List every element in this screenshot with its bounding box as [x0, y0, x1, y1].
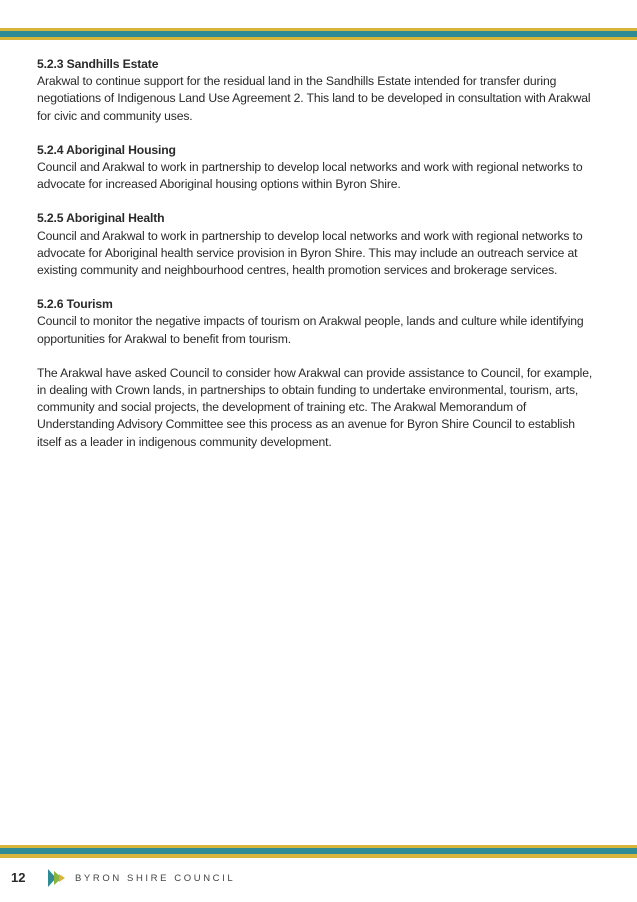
byron-shire-logo-icon	[46, 867, 66, 889]
section-heading: 5.2.5 Aboriginal Health	[37, 211, 165, 226]
organization-name: BYRON SHIRE COUNCIL	[75, 873, 236, 884]
page-footer	[0, 866, 637, 896]
section-sandhills-estate	[37, 56, 597, 125]
header-gold-stripe-lower	[0, 37, 637, 40]
header-decorative-band	[0, 28, 637, 42]
section-heading: 5.2.3 Sandhills Estate	[37, 57, 159, 71]
section-body: Arakwal to continue support for the residual land in the Sandhills Estate intended for transfer during negotiations of Indigenous Land Use Agreement 2. This land to be developed in consultation with Arakwal for civic and community uses.	[37, 74, 591, 123]
section-body: Council to monitor the negative impacts of tourism on Arakwal people, lands and culture while identifying opportunities for Arakwal to benefit from tourism.	[37, 314, 584, 346]
footer-gold-stripe-lower	[0, 854, 637, 858]
footer-decorative-band	[0, 845, 637, 859]
section-tourism	[37, 296, 597, 348]
section-aboriginal-health	[37, 210, 597, 279]
section-heading: 5.2.6 Tourism	[37, 297, 113, 312]
closing-paragraph-block	[37, 365, 597, 451]
page-content	[37, 56, 597, 468]
section-aboriginal-housing	[37, 142, 597, 194]
section-heading: 5.2.4 Aboriginal Housing	[37, 142, 176, 157]
section-body: Council and Arakwal to work in partnership to develop local networks and work with regional networks to advocate for Aboriginal health service provision in Byron Shire. This may include an outreach service at existing community and neighbourhood centres, health promotion services and brokerage services.	[37, 228, 583, 278]
closing-paragraph: The Arakwal have asked Council to consider how Arakwal can provide assistance to Council, for example, in dealing with Crown lands, in partnerships to obtain funding to undertake environmental, tourism, arts, community and social projects, the development of training etc. The Arakwal Memorandum of Understanding Advisory Committee see this process as an avenue for Byron Shire Council to establish itself as a leader in indigenous community development.	[37, 365, 593, 449]
section-body: Council and Arakwal to work in partnership to develop local networks and work with regional networks to advocate for increased Aboriginal housing options within Byron Shire.	[37, 160, 583, 192]
page-number: 12	[11, 870, 26, 885]
